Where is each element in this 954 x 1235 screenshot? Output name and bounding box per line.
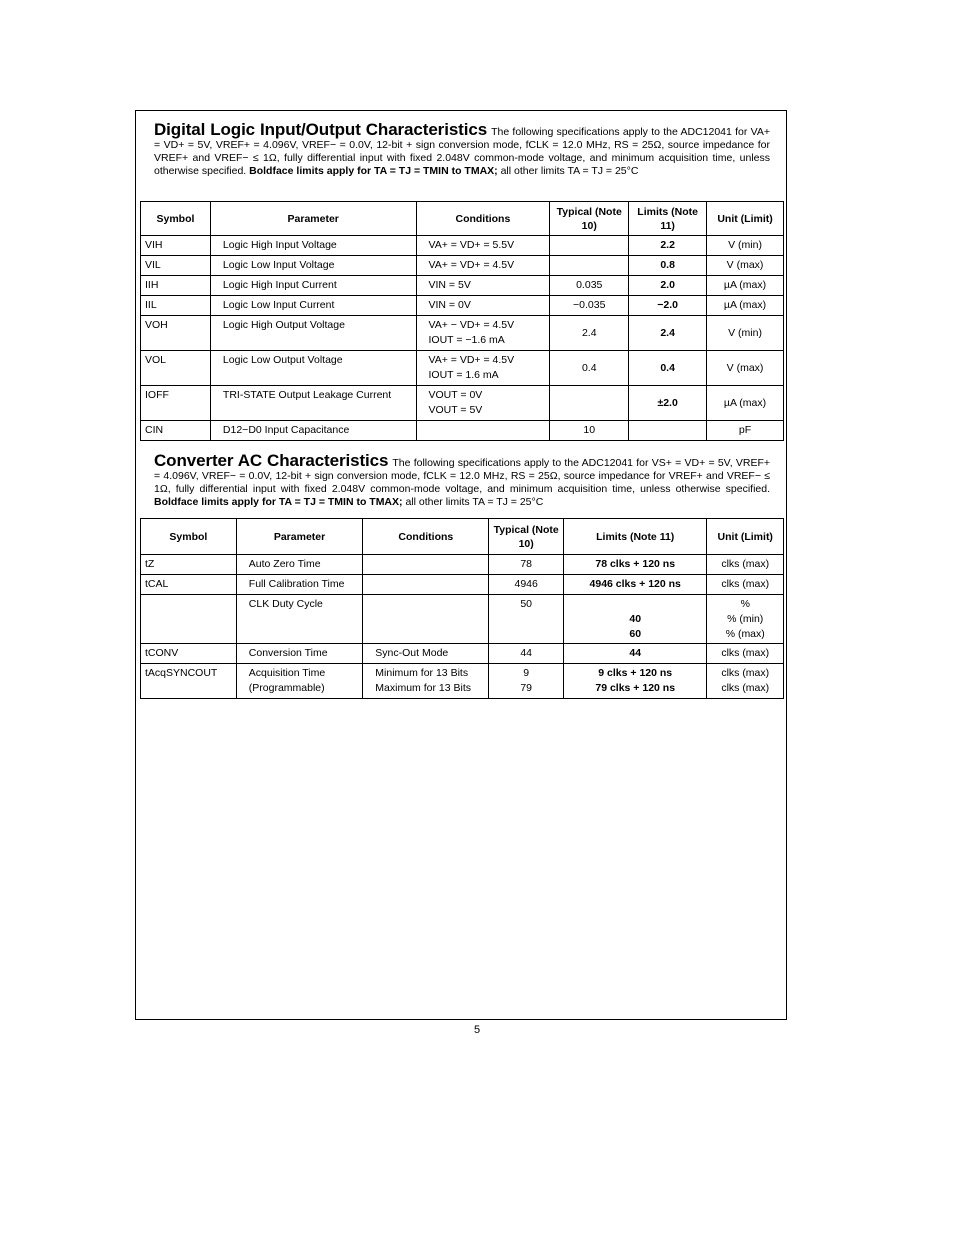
symbol-cell: IIH: [141, 276, 211, 296]
condition-line: IOUT = −1.6 mA: [428, 334, 505, 346]
unit-line: %: [740, 598, 750, 610]
typical-cell: 0.4: [550, 351, 629, 386]
table-header-row: [141, 519, 784, 555]
col-header-unit: Unit (Limit): [707, 519, 784, 555]
condition-line: Maximum for 13 Bits: [375, 682, 471, 694]
col-header-typical: Typical (Note 10): [489, 519, 564, 555]
limit-line: 79 clks + 120 ns: [595, 682, 676, 694]
col-header-parameter: Parameter: [210, 202, 416, 236]
conditions-cell: [363, 664, 489, 699]
typical-cell: [489, 664, 564, 699]
condition-line: IOUT = 1.6 mA: [428, 369, 499, 381]
parameter-line: (Programmable): [248, 682, 325, 694]
parameter-cell: Full Calibration Time: [236, 575, 363, 595]
unit-line: % (max): [725, 628, 765, 640]
digital-boldface-note: Boldface limits apply for TA = TJ = TMIN to TMAX;: [249, 165, 498, 177]
limit-line: 9 clks + 120 ns: [598, 667, 673, 679]
table-row: [141, 296, 784, 316]
conditions-cell: VIN = 5V: [416, 276, 550, 296]
condition-line: Minimum for 13 Bits: [375, 667, 469, 679]
table-row: [141, 256, 784, 276]
unit-cell: µA (max): [707, 386, 784, 421]
unit-cell: clks (max): [707, 575, 784, 595]
typical-cell: 50: [489, 595, 564, 644]
unit-line: clks (max): [721, 682, 770, 694]
table-row: [141, 236, 784, 256]
table-row: [141, 595, 784, 644]
symbol-cell: VIL: [141, 256, 211, 276]
typical-line: 79: [520, 682, 533, 694]
digital-section-title: Digital Logic Input/Output Characteristics: [154, 120, 488, 139]
symbol-cell: tZ: [141, 555, 237, 575]
converter-section-title: Converter AC Characteristics: [154, 451, 389, 470]
col-header-symbol: Symbol: [141, 202, 211, 236]
digital-tail-note: all other limits TA = TJ = 25°C: [500, 165, 639, 177]
col-header-limits: Limits (Note 11): [563, 519, 707, 555]
condition-line: VOUT = 0V: [428, 389, 483, 401]
col-header-conditions: Conditions: [416, 202, 550, 236]
unit-cell: V (max): [707, 256, 784, 276]
col-header-unit: Unit (Limit): [707, 202, 784, 236]
symbol-cell: VIH: [141, 236, 211, 256]
limit-cell: 0.8: [629, 256, 707, 276]
typical-cell: 2.4: [550, 316, 629, 351]
conditions-cell: [363, 575, 489, 595]
page-frame: [135, 110, 787, 1020]
converter-tail-note: all other limits TA = TJ = 25°C: [405, 496, 544, 508]
limit-cell: 2.2: [629, 236, 707, 256]
conditions-cell: [416, 351, 550, 386]
limit-cell: 78 clks + 120 ns: [563, 555, 707, 575]
conditions-cell: [416, 386, 550, 421]
parameter-cell: Logic High Input Current: [210, 276, 416, 296]
col-header-typical: Typical (Note 10): [550, 202, 629, 236]
typical-cell: 78: [489, 555, 564, 575]
table-row: [141, 575, 784, 595]
parameter-cell: [236, 664, 363, 699]
condition-line: VOUT = 5V: [428, 404, 483, 416]
converter-boldface-note: Boldface limits apply for TA = TJ = TMIN to TMAX;: [154, 496, 403, 508]
limit-line: 60: [629, 628, 642, 640]
table-row: [141, 276, 784, 296]
unit-cell: clks (max): [707, 555, 784, 575]
typical-cell: 4946: [489, 575, 564, 595]
unit-cell: µA (max): [707, 296, 784, 316]
col-header-conditions: Conditions: [363, 519, 489, 555]
conditions-cell: VA+ = VD+ = 5.5V: [416, 236, 550, 256]
limit-cell: 0.4: [629, 351, 707, 386]
limit-line: [568, 597, 703, 612]
col-header-limits: Limits (Note 11): [629, 202, 707, 236]
table-row: [141, 555, 784, 575]
typical-cell: 0.035: [550, 276, 629, 296]
conditions-cell: Sync-Out Mode: [363, 644, 489, 664]
typical-cell: −0.035: [550, 296, 629, 316]
unit-cell: pF: [707, 421, 784, 441]
typical-cell: [550, 386, 629, 421]
symbol-cell: IIL: [141, 296, 211, 316]
unit-cell: V (max): [707, 351, 784, 386]
conditions-cell: [363, 555, 489, 575]
table-row: [141, 316, 784, 351]
symbol-cell: tCAL: [141, 575, 237, 595]
symbol-cell: [141, 595, 237, 644]
converter-section-header: [154, 451, 770, 509]
unit-cell: V (min): [707, 236, 784, 256]
unit-cell: µA (max): [707, 276, 784, 296]
unit-cell: [707, 595, 784, 644]
typical-cell: 10: [550, 421, 629, 441]
col-header-parameter: Parameter: [236, 519, 363, 555]
limit-cell: 44: [563, 644, 707, 664]
symbol-cell: VOL: [141, 351, 211, 386]
limit-cell: [563, 664, 707, 699]
conditions-cell: [363, 595, 489, 644]
table-row: [141, 351, 784, 386]
parameter-cell: Conversion Time: [236, 644, 363, 664]
table-header-row: [141, 202, 784, 236]
parameter-cell: Auto Zero Time: [236, 555, 363, 575]
digital-characteristics-table: [140, 201, 784, 441]
parameter-cell: D12−D0 Input Capacitance: [210, 421, 416, 441]
digital-section-intro: The following specifications apply to the ADC12041 for VA+ = VD+ = 5V, VREF+ = 4.096V, VREF− = 0.0V, 12-bit + sign conversion mode, fCLK = 12.0 MHz, RS = 25Ω, source impedance for VREF+ and VREF− ≤ 1Ω, fully differential input with fixed 2.048V common-mode voltage, and minimum acquisition time, unless otherwise specified.: [154, 126, 770, 177]
table-row: [141, 421, 784, 441]
parameter-cell: TRI-STATE Output Leakage Current: [210, 386, 416, 421]
symbol-cell: CIN: [141, 421, 211, 441]
col-header-symbol: Symbol: [141, 519, 237, 555]
unit-cell: V (min): [707, 316, 784, 351]
limit-cell: 4946 clks + 120 ns: [563, 575, 707, 595]
limit-line: 40: [629, 613, 642, 625]
parameter-cell: Logic Low Output Voltage: [210, 351, 416, 386]
unit-line: clks (max): [721, 667, 770, 679]
digital-section-header: [154, 120, 770, 178]
symbol-cell: VOH: [141, 316, 211, 351]
parameter-cell: Logic Low Input Current: [210, 296, 416, 316]
parameter-cell: Logic Low Input Voltage: [210, 256, 416, 276]
conditions-cell: VA+ = VD+ = 4.5V: [416, 256, 550, 276]
limit-cell: 2.4: [629, 316, 707, 351]
unit-cell: clks (max): [707, 644, 784, 664]
typical-line: 9: [523, 667, 530, 679]
typical-cell: [550, 256, 629, 276]
typical-cell: [550, 236, 629, 256]
unit-line: % (min): [727, 613, 764, 625]
condition-line: VA+ = VD+ = 4.5V: [428, 354, 515, 366]
converter-section-intro: The following specifications apply to the ADC12041 for VS+ = VD+ = 5V, VREF+ = 4.096V, VREF− = 0.0V, 12-bit + sign conversion mode, fCLK = 12.0 MHz, RS = 25Ω, source impedance for VREF+ and VREF− ≤ 1Ω, fully differential input with fixed 2.048V common-mode voltage, and minimum acquisition time, unless otherwise specified.: [154, 457, 770, 495]
symbol-cell: tAcqSYNCOUT: [141, 664, 237, 699]
converter-characteristics-table: [140, 518, 784, 699]
limit-cell: 2.0: [629, 276, 707, 296]
typical-cell: 44: [489, 644, 564, 664]
parameter-cell: CLK Duty Cycle: [236, 595, 363, 644]
conditions-cell: [416, 316, 550, 351]
limit-cell: [629, 421, 707, 441]
unit-cell: [707, 664, 784, 699]
parameter-cell: Logic High Input Voltage: [210, 236, 416, 256]
limit-cell: ±2.0: [629, 386, 707, 421]
parameter-cell: Logic High Output Voltage: [210, 316, 416, 351]
symbol-cell: IOFF: [141, 386, 211, 421]
condition-line: VA+ − VD+ = 4.5V: [428, 319, 515, 331]
limit-cell: [563, 595, 707, 644]
parameter-line: Acquisition Time: [248, 667, 326, 679]
conditions-cell: VIN = 0V: [416, 296, 550, 316]
table-row: [141, 386, 784, 421]
table-row: [141, 664, 784, 699]
page-number: 5: [473, 1024, 481, 1036]
limit-cell: −2.0: [629, 296, 707, 316]
symbol-cell: tCONV: [141, 644, 237, 664]
table-row: [141, 644, 784, 664]
conditions-cell: [416, 421, 550, 441]
